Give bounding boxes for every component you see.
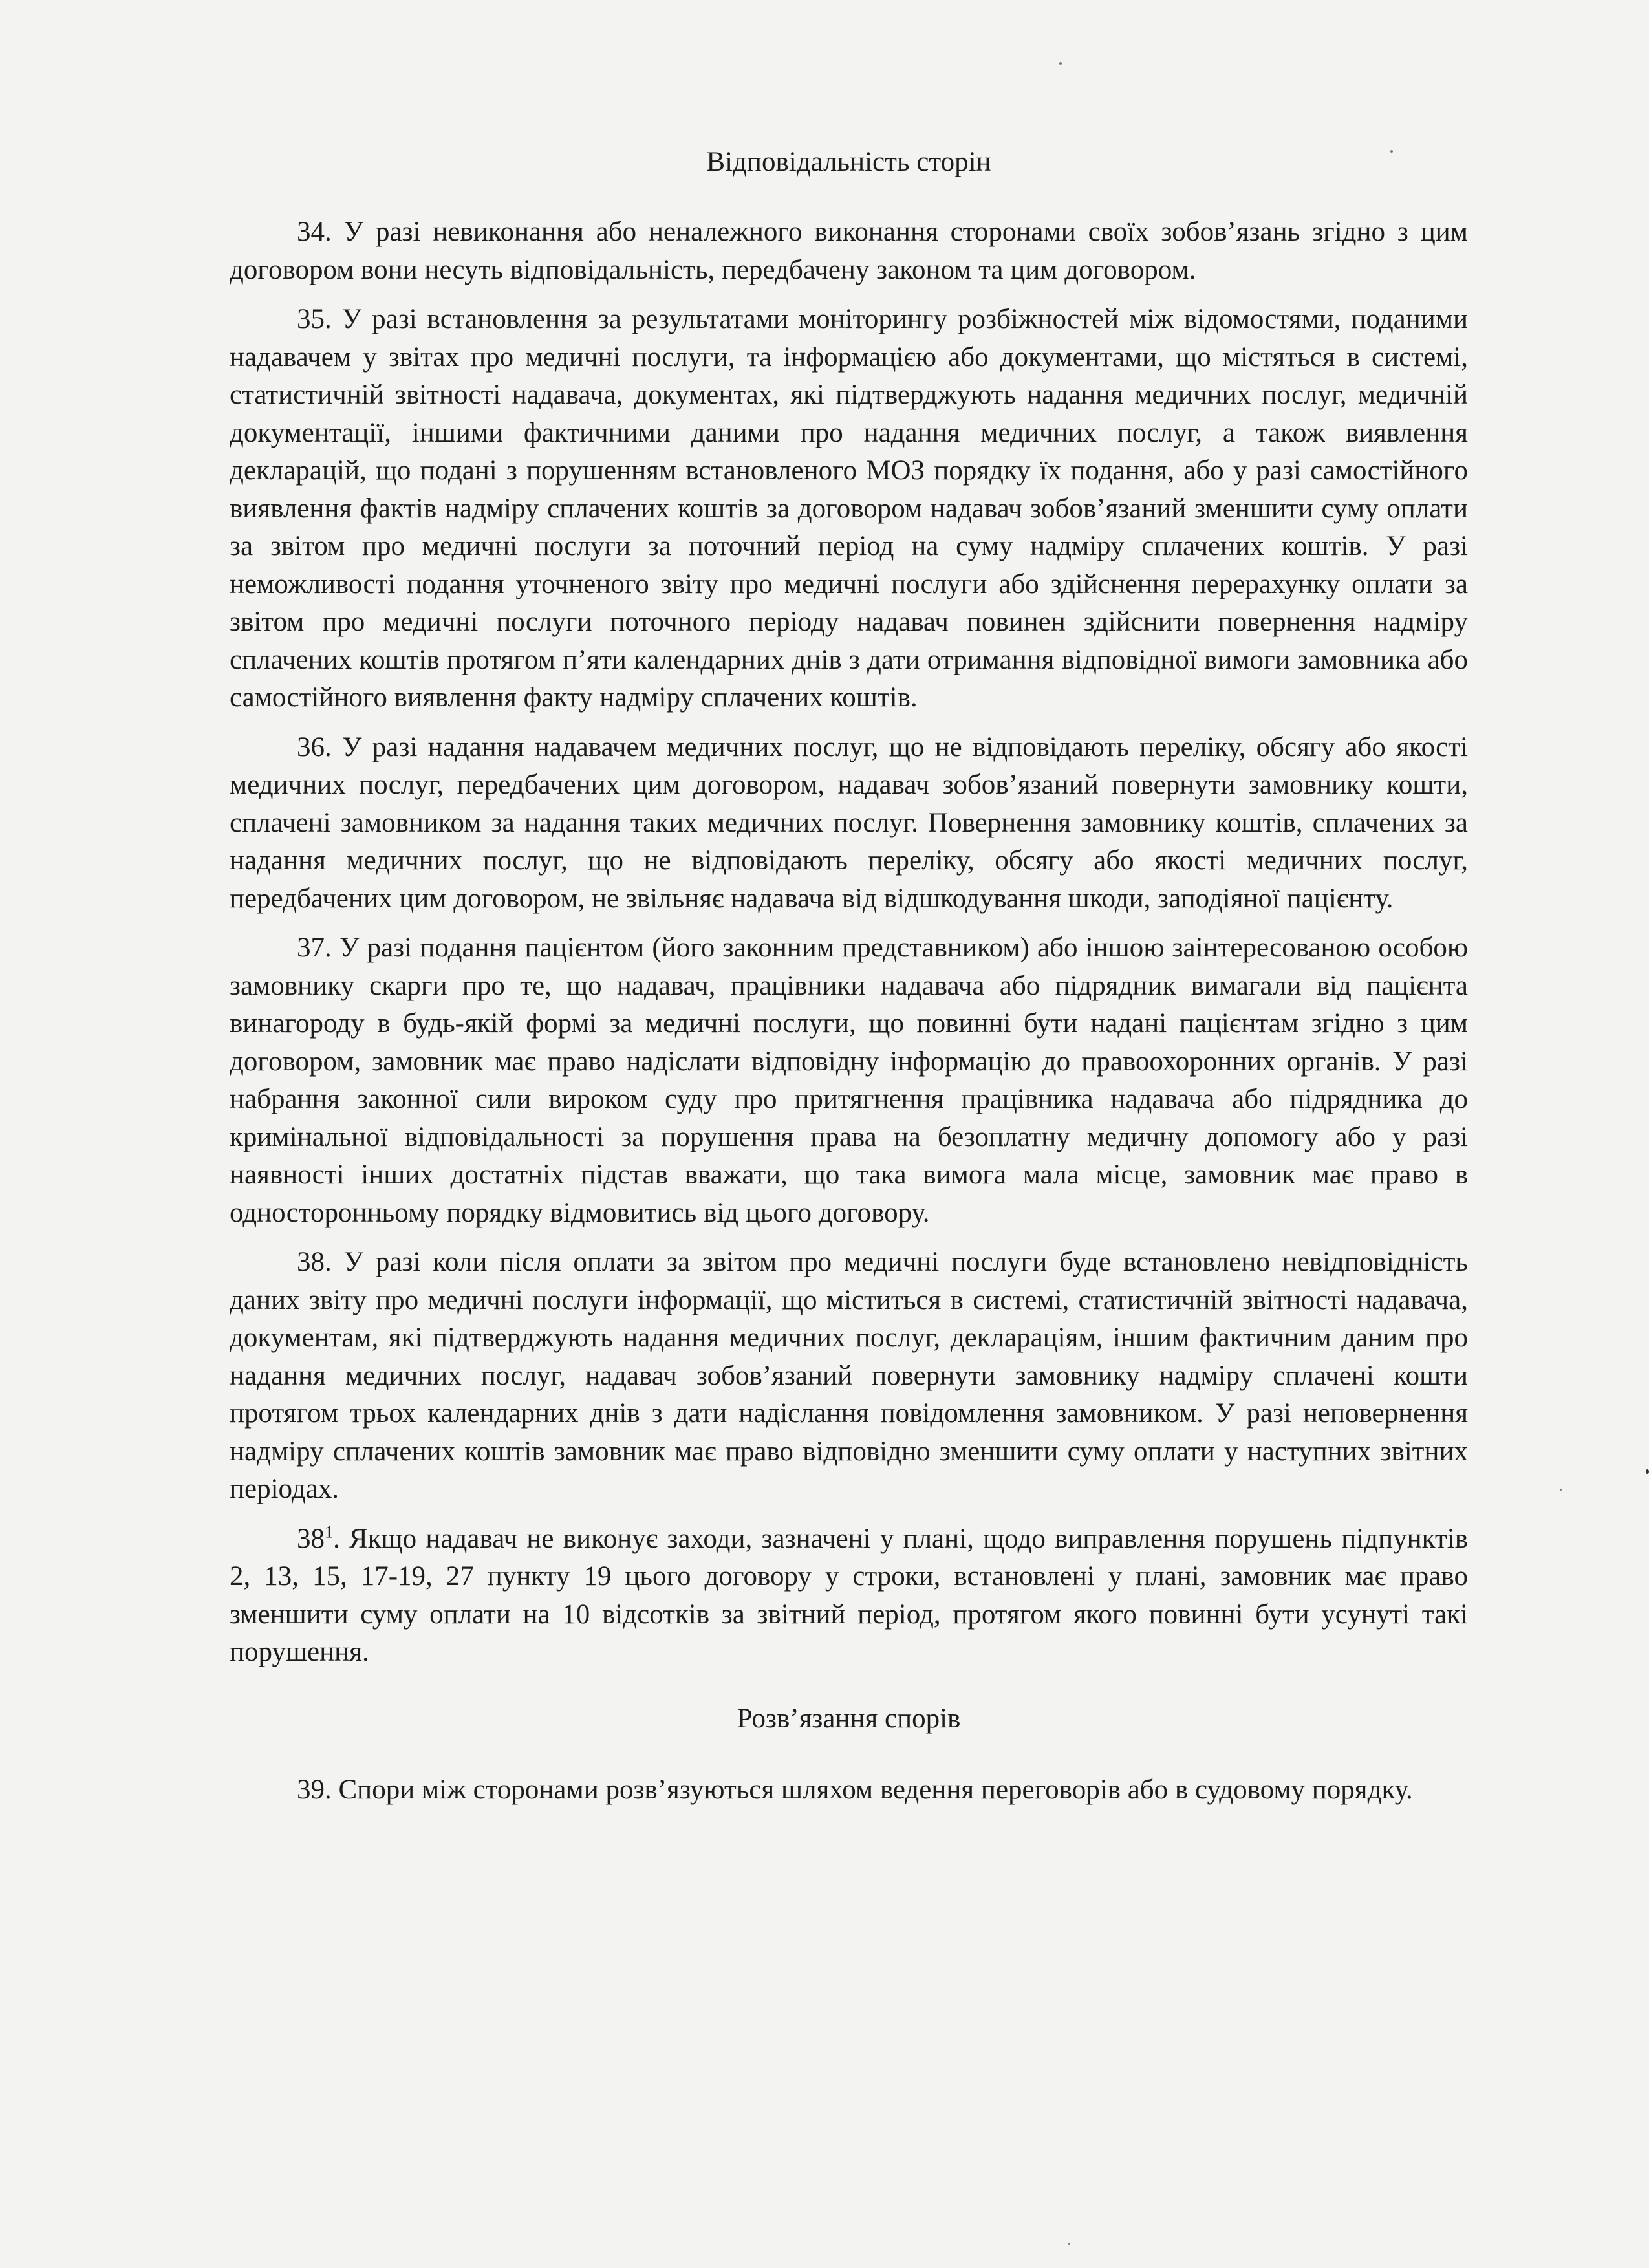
clause-number: 39.: [297, 1774, 332, 1805]
scan-speck: [1059, 62, 1062, 65]
clause-text: У разі надання надавачем медичних послуг, що не відповідають переліку, обсягу або якості медичних послуг, передбачених цим договором, надавач зобов’язаний повернути замовнику кошти, сплачені замовником за надання таких медичних послуг. Повернення замовнику коштів, сплачених за надання медичних послуг, що не відповідають переліку, обсягу або якості медичних послуг, передбачених цим договором, не звільняє надавача від відшкодування шкоди, заподіяної пацієнту.: [230, 731, 1468, 914]
section-heading-liability: Відповідальність сторін: [706, 147, 991, 177]
clause-number-main: 38: [297, 1523, 325, 1554]
clause-35: [230, 301, 1468, 717]
clause-34: [230, 213, 1468, 289]
clause-38: [230, 1244, 1468, 1509]
clause-number: 37.: [297, 933, 332, 963]
clause-text: Якщо надавач не виконує заходи, зазначені у плані, щодо виправлення порушень підпунктів 2, 13, 15, 17-19, 27 пункту 19 цього договору у строки, встановлені у плані, замовник має право зменшити суму оплати на 10 відсотків за звітний період, протягом якого повинні бути усунуті такі порушення.: [230, 1523, 1468, 1667]
clause-number-superscript: 1: [325, 1522, 333, 1542]
section-heading-disputes: Розв’язання спорів: [737, 1703, 961, 1734]
clause-number: 38.: [297, 1247, 332, 1277]
clause-number: 35.: [297, 304, 332, 334]
scan-speck: [1646, 1469, 1649, 1474]
clause-text: У разі встановлення за результатами моніторингу розбіжностей між відомостями, поданими надавачем у звітах про медичні послуги, та інформацією або документами, що містяться в системі, статистичній звітності надавача, документах, які підтверджують надання медичних послуг, медичній документації, іншими фактичними даними про надання медичних послуг, а також виявлення декларацій, що подані з порушенням встановленого МОЗ порядку їх подання, або у разі самостійного виявлення фактів надміру сплачених коштів за договором надавач зобов’язаний зменшити суму оплати за звітом про медичні послуги за поточний період на суму надміру сплачених коштів. У разі неможливості подання уточненого звіту про медичні послуги або здійснення перерахунку оплати за звітом про медичні послуги поточного періоду надавач повинен здійснити повернення надміру сплачених коштів протягом п’яти календарних днів з дати отримання відповідної вимоги замовника або самостійного виявлення факту надміру сплачених коштів.: [230, 304, 1468, 713]
clause-36: [230, 729, 1468, 918]
clause-number: 36.: [297, 731, 332, 762]
clause-text: У разі невиконання або неналежного виконання сторонами своїх зобов’язань згідно з цим договором вони несуть відповідальність, передбачену законом та цим договором.: [230, 217, 1469, 285]
clause-text: У разі подання пацієнтом (його законним представником) або іншою заінтересованою особою замовнику скарги про те, що надавач, працівники надавача або підрядник вимагали від пацієнта винагороду в будь-якій формі за медичні послуги, що повинні бути надані пацієнтам згідно з цим договором, замовник має право надіслати відповідну інформацію до правоохоронних органів. У разі набрання законної сили вироком суду про притягнення працівника надавача або підрядника до кримінальної відповідальності за порушення права на безоплатну медичну допомогу або у разі наявності інших достатніх підстав вважати, що така вимога мала місце, замовник має право в односторонньому порядку відмовитись від цього договору.: [230, 933, 1469, 1228]
clause-text: Спори між сторонами розв’язуються шляхом ведення переговорів або в судовому порядку.: [338, 1774, 1413, 1805]
clause-37: [230, 929, 1468, 1232]
clause-38-1: [230, 1520, 1468, 1672]
clause-number: 34.: [297, 217, 332, 247]
scan-speck: [1068, 2243, 1070, 2245]
scan-speck: [1560, 1489, 1562, 1491]
clause-text: У разі коли після оплати за звітом про медичні послуги буде встановлено невідповідність даних звіту про медичні послуги інформації, що міститься в системі, статистичній звітності надавача, документам, які підтверджують надання медичних послуг, деклараціям, іншим фактичним даним про надання медичних послуг, надавач зобов’язаний повернути замовнику надміру сплачені кошти протягом трьох календарних днів з дати надіслання повідомлення замовником. У разі неповернення надміру сплачених коштів замовник має право відповідно зменшити суму оплати у наступних звітних періодах.: [230, 1247, 1468, 1504]
document-page: [230, 136, 1468, 1820]
clause-39: [230, 1771, 1468, 1809]
clause-number: $38^1$.: [297, 1522, 340, 1554]
scan-speck: [1390, 150, 1393, 153]
